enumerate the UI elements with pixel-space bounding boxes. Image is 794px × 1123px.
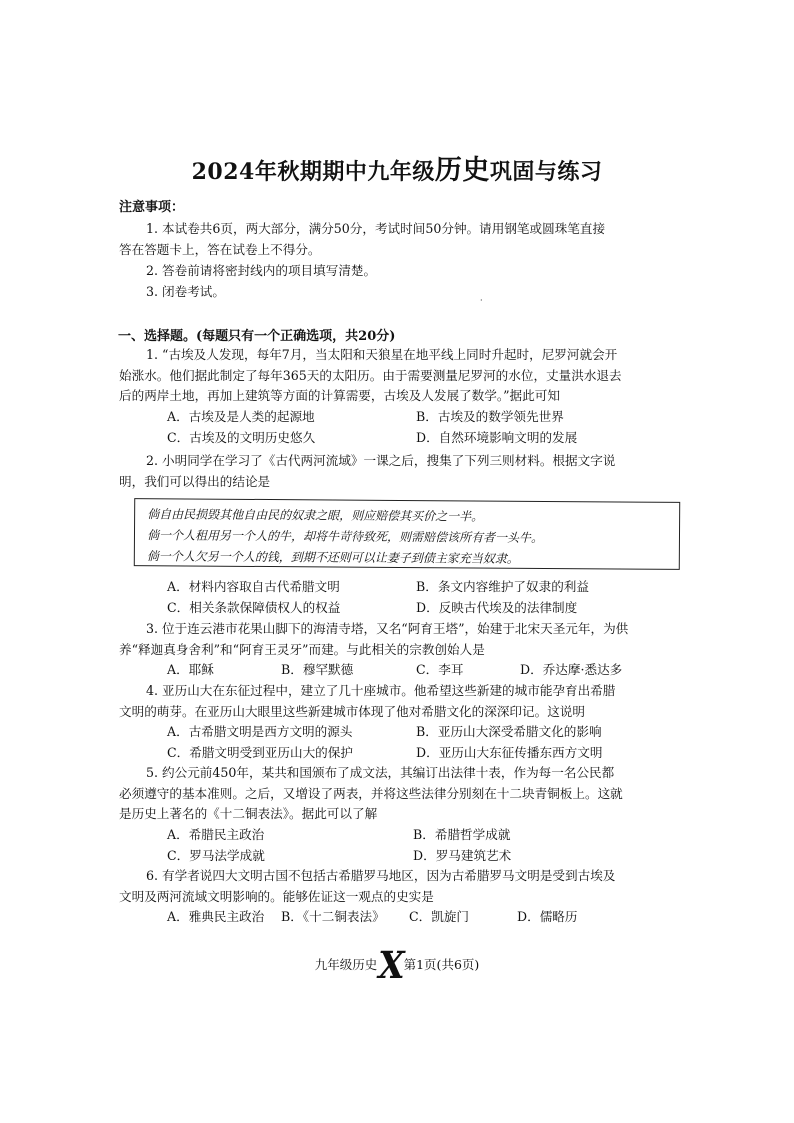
title-suffix: 巩固与练习 <box>489 159 603 185</box>
page-footer <box>0 946 794 986</box>
question-line: 是历史上著名的《十二铜表法》。据此可以了解 <box>119 806 378 821</box>
option-d: D．自然环境影响文明的发展 <box>416 429 578 445</box>
question-line: 必须遵守的基本准则。之后，又增设了两表，并将这些法律分别刻在十二块青铜板上。这就 <box>119 785 623 801</box>
question-4 <box>119 681 685 764</box>
notes-item: 3. 闭卷考试。 <box>146 284 225 299</box>
version-mark: X <box>374 944 407 988</box>
question-line: 1. “古埃及人发现，每年7月，当太阳和天狼星在地平线上同时升起时，尼罗河就会开 <box>146 347 618 362</box>
option-b: B．《十二铜表法》 <box>281 909 385 924</box>
option-a: A．古希腊文明是西方文明的源头 <box>167 724 353 739</box>
question-line: 养“释迦真身舍利”和“阿育王灵牙”而建。与此相关的宗教创始人是 <box>119 641 485 657</box>
question-line: 4. 亚历山大在东征过程中，建立了几十座城市。他希望这些新建的城市能孕育出希腊 <box>146 683 616 698</box>
source-line: 倘一个人欠另一个人的钱，到期不还则可以让妻子到债主家充当奴隶。 <box>146 549 519 566</box>
option-a: A．材料内容取自古代希腊文明 <box>167 579 340 594</box>
option-c: C．相关条款保障债权人的权益 <box>167 600 341 615</box>
footer-subject: 九年级历史 <box>314 957 378 972</box>
option-row <box>119 428 685 449</box>
option-d: D．反映古代埃及的法律制度 <box>416 600 578 615</box>
page-title <box>0 148 794 187</box>
option-row <box>119 743 685 764</box>
question-line: 文明及两河流域文明影响的。能够佐证这一观点的史实是 <box>119 888 434 904</box>
question-line: 6. 有学者说四大文明古国不包括古希腊罗马地区，因为古希腊罗马文明是受到古埃及 <box>146 868 616 883</box>
question-3 <box>119 619 685 681</box>
option-b: B．古埃及的数学领先世界 <box>416 408 564 424</box>
option-d: D．亚历山大东征传播东西方文明 <box>416 745 603 760</box>
section-title: 一、选择题。(每题只有一个正确选项，共20分) <box>118 329 396 344</box>
question-2-options <box>119 577 685 619</box>
stray-mark: · <box>480 296 483 305</box>
question-line: 后的两岸土地，再加上建筑等方面的计算需要，古埃及人发展了数学。”据此可知 <box>119 388 560 403</box>
question-line: 始涨水。他们据此制定了每年365天的太阳历。由于需要测量尼罗河的水位，丈量洪水退去 <box>119 367 622 383</box>
title-subject: 历史 <box>434 155 490 186</box>
option-c: C．李耳 <box>416 662 464 677</box>
option-a: A．雅典民主政治 <box>167 909 265 924</box>
option-row <box>119 660 685 681</box>
option-b: B．条文内容维护了奴隶的利益 <box>416 579 589 594</box>
notes-heading: 注意事项： <box>119 200 185 215</box>
question-line: 2. 小明同学在学习了《古代两河流域》一课之后，搜集了下列三则材料。根据文字说 <box>146 453 616 468</box>
option-a: A．古埃及是人类的起源地 <box>167 408 315 424</box>
option-a: A．希腊民主政治 <box>167 826 265 842</box>
notes-item-continuation: 答在答题卡上，答在试卷上不得分。 <box>119 242 321 257</box>
notes-block <box>119 197 689 302</box>
option-b: B．亚历山大深受希腊文化的影响 <box>416 724 602 739</box>
option-d: D．乔达摩·悉达多 <box>520 662 623 677</box>
option-row <box>119 722 685 743</box>
question-6 <box>119 866 685 928</box>
question-line: 明，我们可以得出的结论是 <box>119 473 271 489</box>
option-c: C．罗马法学成就 <box>167 847 265 863</box>
option-b: B．希腊哲学成就 <box>413 826 511 842</box>
option-d: D．罗马建筑艺术 <box>413 847 512 863</box>
source-line: 倘自由民损毁其他自由民的奴隶之眼，则应赔偿其买价之一半。 <box>147 507 484 524</box>
option-row <box>119 407 685 428</box>
option-row <box>119 907 685 928</box>
question-line: 文明的萌芽。在亚历山大眼里这些新建城市体现了他对希腊文化的深深印记。这说明 <box>119 703 585 719</box>
option-b: B．穆罕默德 <box>281 662 354 677</box>
option-d: D．儒略历 <box>517 909 578 924</box>
option-row <box>119 825 685 846</box>
notes-item: 2. 答卷前请将密封线内的项目填写清楚。 <box>146 263 377 278</box>
option-row <box>119 598 685 619</box>
question-line: 5. 约公元前450年，某共和国颁布了成文法，其编订出法律十表，作为每一名公民都 <box>146 765 615 780</box>
question-1 <box>119 345 685 449</box>
question-5 <box>119 763 685 867</box>
option-c: C．凯旋门 <box>409 909 470 924</box>
option-c: C．古埃及的文明历史悠久 <box>167 429 316 445</box>
question-line: 3. 位于连云港市花果山脚下的海清寺塔，又名“阿育王塔”，始建于北宋天圣元年，为供 <box>146 621 629 636</box>
title-prefix: 2024年秋期期中九年级 <box>191 159 435 185</box>
option-a: A．耶稣 <box>167 662 214 677</box>
footer-page-number: 第1页(共6页) <box>403 957 480 972</box>
source-material-box <box>134 498 680 570</box>
notes-item: 1. 本试卷共6页，两大部分，满分50分，考试时间50分钟。请用钢笔或圆珠笔直接 <box>146 221 606 236</box>
option-row <box>119 846 685 867</box>
option-row <box>119 577 685 598</box>
source-line: 倘一个人租用另一个人的牛，却将牛苛待致死，则需赔偿该所有者一头牛。 <box>146 528 544 545</box>
question-2 <box>119 451 685 492</box>
option-c: C．希腊文明受到亚历山大的保护 <box>167 745 353 760</box>
